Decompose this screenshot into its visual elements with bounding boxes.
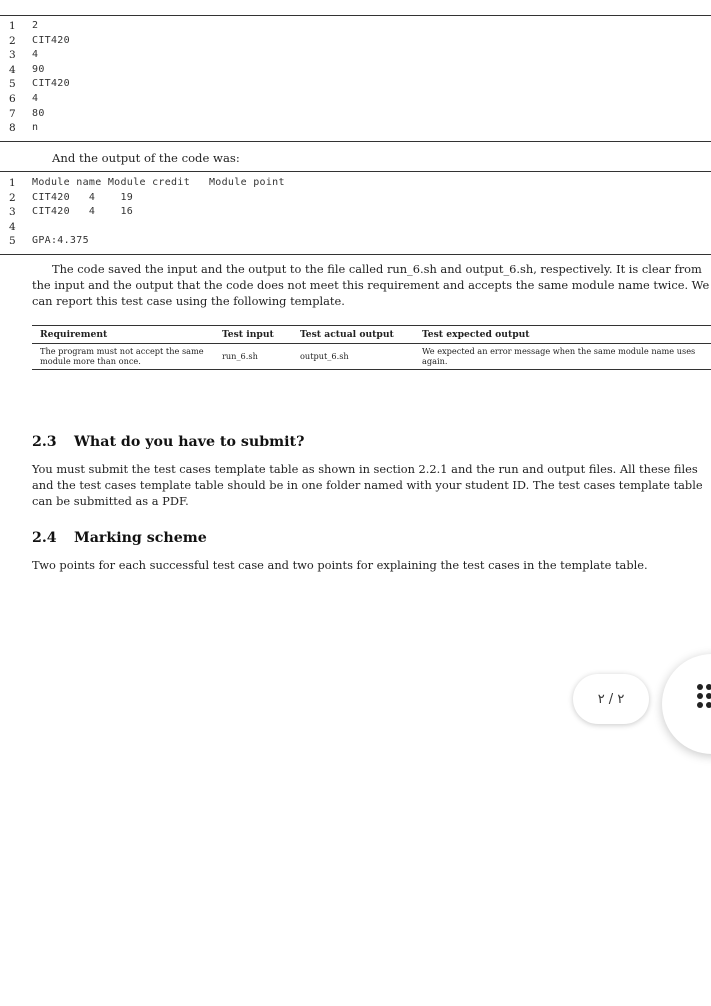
- code-text: 80: [32, 107, 45, 119]
- section-heading-marking: [32, 530, 207, 546]
- cell-test-input: run_6.sh: [214, 344, 292, 370]
- section-number: 2.3: [32, 434, 57, 450]
- code-line: [0, 107, 711, 122]
- code-line: [0, 48, 711, 63]
- line-number: 4: [9, 63, 16, 76]
- code-text: 2: [32, 20, 39, 31]
- test-case-template-table: [32, 325, 711, 370]
- code-line: [0, 63, 711, 78]
- output-listing-bottom-rule: [0, 254, 711, 255]
- line-number: 7: [9, 107, 16, 120]
- cell-test-expected-output: We expected an error message when the same module name uses again.: [414, 344, 711, 370]
- header-requirement: Requirement: [32, 326, 214, 344]
- cell-requirement: The program must not accept the same module more than once.: [32, 344, 214, 370]
- code-text: CIT420: [32, 78, 70, 90]
- line-number: 2: [9, 191, 16, 204]
- code-line: [0, 191, 711, 206]
- code-text: CIT420: [32, 34, 70, 46]
- explanation-paragraph: The code saved the input and the output to the file called run_6.sh and output_6.sh, respectively. It is clear from the input and the output that the code does not meet this requirement and accepts the same module name twice. We can report this test case using the following template.: [32, 262, 710, 309]
- code-line: [0, 176, 711, 191]
- code-line: [0, 92, 711, 107]
- code-line: [0, 205, 711, 220]
- code-text: 4: [32, 92, 39, 104]
- line-number: 2: [9, 34, 16, 47]
- line-number: 6: [9, 92, 16, 105]
- header-test-expected-output: Test expected output: [414, 326, 711, 344]
- input-code-listing: [0, 19, 711, 136]
- section-number: 2.4: [32, 530, 57, 546]
- line-number: 3: [9, 49, 16, 62]
- page-indicator[interactable]: ٢ / ٢: [573, 674, 649, 724]
- output-code-listing: [0, 176, 711, 249]
- header-test-input: Test input: [214, 326, 292, 344]
- code-text: 90: [32, 63, 45, 75]
- cell-test-actual-output: output_6.sh: [292, 344, 414, 370]
- code-line: [0, 19, 711, 34]
- submit-paragraph: You must submit the test cases template table as shown in section 2.2.1 and the run and output files. All these files and the test cases template table should be in one folder named with your student ID. The test cases template table can be submitted as a PDF.: [32, 462, 703, 509]
- code-text: CIT420 4 19: [32, 191, 134, 203]
- code-line: [0, 77, 711, 92]
- line-number: 3: [9, 206, 16, 219]
- marking-paragraph: Two points for each successful test case and two points for explaining the test cases in the template table.: [32, 558, 648, 572]
- listing-bottom-rule: [0, 141, 711, 142]
- line-number: 1: [9, 20, 16, 32]
- output-label: And the output of the code was:: [52, 151, 240, 165]
- line-number: 5: [9, 78, 16, 91]
- code-line: [0, 234, 711, 249]
- code-text: GPA:4.375: [32, 235, 89, 247]
- line-number: 5: [9, 235, 16, 248]
- code-text: Module name Module credit Module point: [32, 177, 285, 188]
- table-row: [32, 344, 711, 370]
- code-line: [0, 121, 711, 136]
- code-line: [0, 220, 711, 235]
- output-listing-top-rule: [0, 171, 711, 172]
- line-number: 1: [9, 177, 16, 189]
- table-header-row: [32, 326, 711, 344]
- menu-button[interactable]: [662, 654, 711, 754]
- code-text: n: [32, 122, 39, 134]
- code-text: 4: [32, 49, 39, 61]
- line-number: 8: [9, 122, 16, 135]
- header-test-actual-output: Test actual output: [292, 326, 414, 344]
- code-text: CIT420 4 16: [32, 206, 134, 218]
- line-number: 4: [9, 220, 16, 233]
- section-title: Marking scheme: [74, 530, 207, 546]
- section-heading-submit: [32, 434, 304, 450]
- code-line: [0, 34, 711, 49]
- section-title: What do you have to submit?: [74, 434, 305, 450]
- listing-top-rule: [0, 15, 711, 16]
